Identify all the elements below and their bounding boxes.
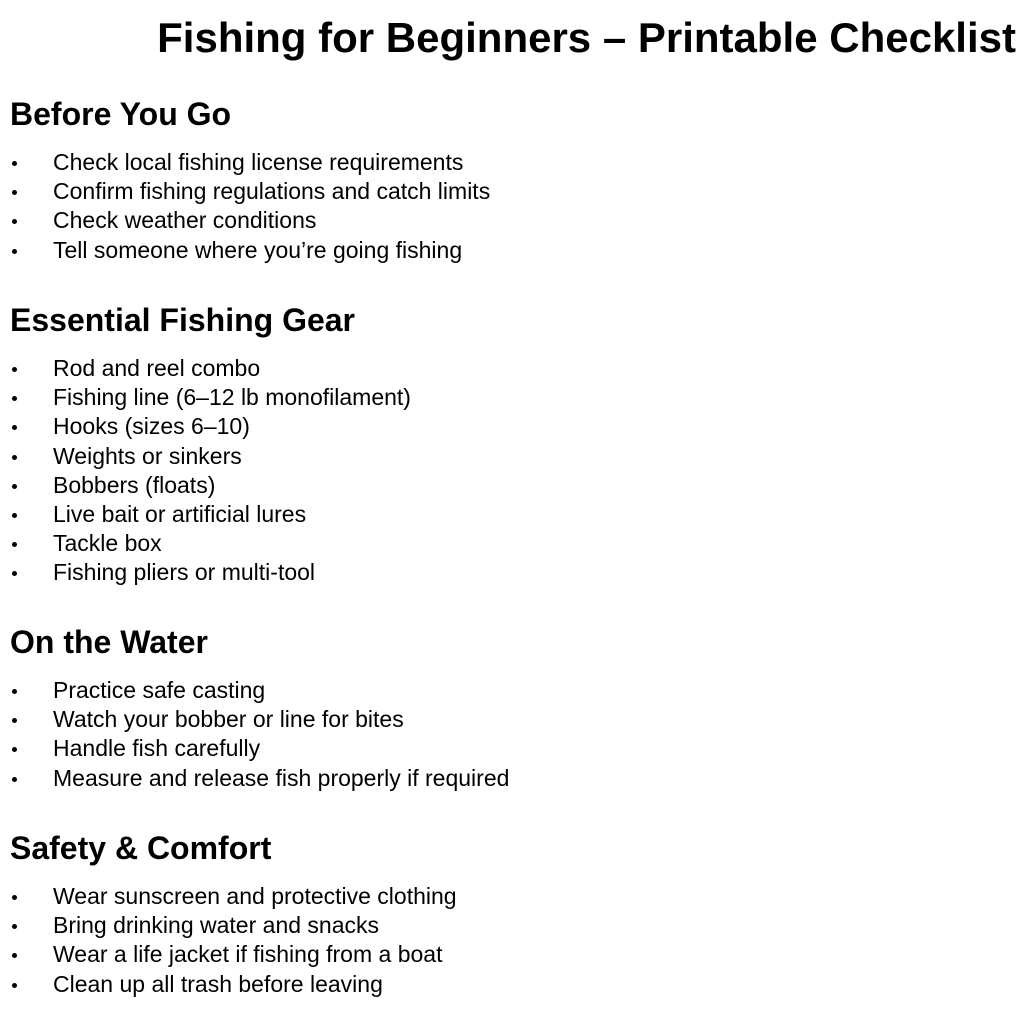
- bullet-icon: [12, 718, 17, 723]
- bullet-icon: [12, 895, 17, 900]
- section-heading: Essential Fishing Gear: [10, 302, 355, 338]
- section-safety-and-comfort: [10, 829, 1010, 999]
- list-item-text: Wear a life jacket if fishing from a boat: [53, 941, 443, 968]
- list-item-text: Practice safe casting: [53, 677, 266, 703]
- list-item-text: Fishing line (6–12 lb monofilament): [53, 384, 411, 411]
- list-item-text: Tackle box: [53, 530, 162, 557]
- list-item-text: Hooks (sizes 6–10): [53, 413, 250, 440]
- bullet-icon: [12, 249, 17, 254]
- bullet-icon: [12, 513, 17, 518]
- list-item: [10, 148, 1010, 177]
- list-item-text: Clean up all trash before leaving: [53, 970, 383, 997]
- list-item: [10, 471, 1010, 500]
- list-item: [10, 412, 1010, 441]
- list-item: [10, 676, 1010, 705]
- section-heading: Before You Go: [10, 96, 232, 132]
- list-item: [10, 383, 1010, 412]
- section-before-you-go: [10, 95, 1010, 265]
- list-item: [10, 970, 1010, 999]
- list-item-text: Check weather conditions: [53, 207, 317, 234]
- list-item-text: Check local fishing license requirements: [53, 149, 464, 175]
- list-item: [10, 529, 1010, 558]
- list-item: [10, 354, 1010, 383]
- list-item-text: Measure and release fish properly if required: [53, 764, 510, 791]
- checklist: [10, 676, 1010, 793]
- list-item-text: Weights or sinkers: [53, 442, 242, 469]
- list-item: [10, 764, 1010, 793]
- list-item-text: Fishing pliers or multi-tool: [53, 559, 316, 586]
- section-heading: Safety & Comfort: [10, 830, 272, 866]
- list-item: [10, 558, 1010, 587]
- bullet-icon: [12, 219, 17, 224]
- list-item: [10, 236, 1010, 265]
- list-item: [10, 882, 1010, 911]
- page-title: Fishing for Beginners – Printable Checklist: [157, 14, 1016, 61]
- bullet-icon: [12, 396, 17, 401]
- bullet-icon: [12, 924, 17, 929]
- list-item-text: Bring drinking water and snacks: [53, 912, 379, 939]
- bullet-icon: [12, 190, 17, 195]
- list-item-text: Watch your bobber or line for bites: [53, 706, 404, 733]
- bullet-icon: [12, 777, 17, 782]
- list-item-text: Tell someone where you’re going fishing: [53, 236, 463, 263]
- section-heading: On the Water: [10, 624, 208, 660]
- checklist: [10, 354, 1010, 588]
- section-essential-fishing-gear: [10, 301, 1010, 588]
- bullet-icon: [12, 571, 17, 576]
- bullet-icon: [12, 542, 17, 547]
- list-item: [10, 206, 1010, 235]
- list-item-text: Rod and reel combo: [53, 355, 261, 381]
- list-item: [10, 940, 1010, 969]
- checklist: [10, 882, 1010, 999]
- list-item-text: Confirm fishing regulations and catch limits: [53, 178, 491, 205]
- bullet-icon: [12, 484, 17, 489]
- bullet-icon: [12, 953, 17, 958]
- checklist: [10, 148, 1010, 265]
- list-item: [10, 911, 1010, 940]
- list-item: [10, 705, 1010, 734]
- bullet-icon: [12, 161, 17, 166]
- list-item: [10, 177, 1010, 206]
- bullet-icon: [12, 455, 17, 460]
- list-item-text: Wear sunscreen and protective clothing: [53, 883, 457, 909]
- bullet-icon: [12, 689, 17, 694]
- bullet-icon: [12, 367, 17, 372]
- list-item: [10, 734, 1010, 763]
- list-item-text: Handle fish carefully: [53, 735, 261, 762]
- bullet-icon: [12, 425, 17, 430]
- list-item: [10, 500, 1010, 529]
- section-on-the-water: [10, 623, 1010, 793]
- list-item: [10, 442, 1010, 471]
- list-item-text: Bobbers (floats): [53, 471, 216, 498]
- bullet-icon: [12, 983, 17, 988]
- bullet-icon: [12, 747, 17, 752]
- list-item-text: Live bait or artificial lures: [53, 500, 307, 527]
